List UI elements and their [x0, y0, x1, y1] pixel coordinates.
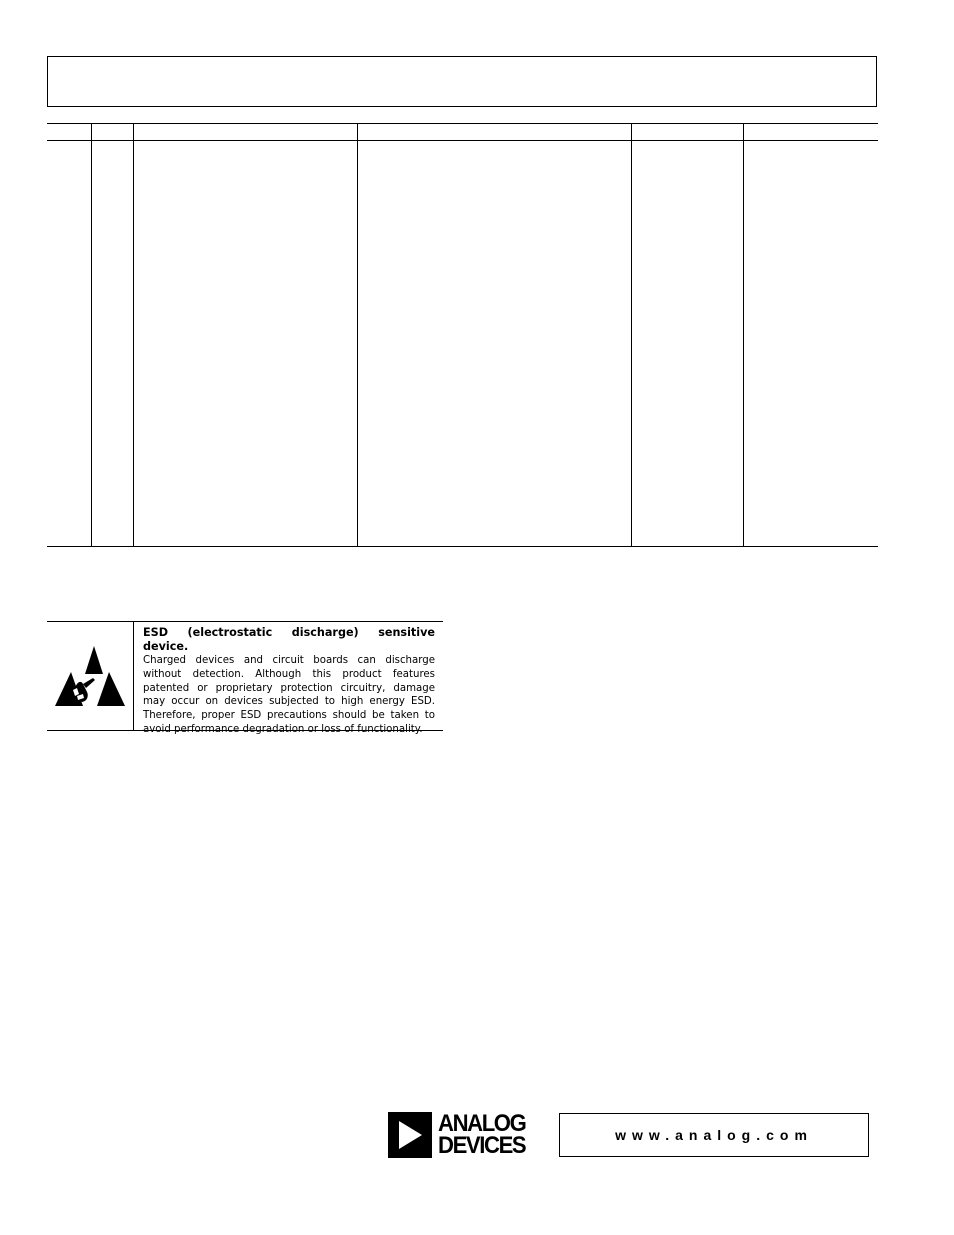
table-row — [47, 141, 878, 547]
logo-line-1: ANALOG — [438, 1110, 526, 1137]
revision-table — [47, 123, 878, 547]
esd-caution-box — [47, 621, 443, 735]
logo-line-2: DEVICES — [438, 1132, 526, 1159]
website-url-box[interactable] — [559, 1113, 869, 1157]
table-header-row — [47, 124, 878, 141]
column-header — [357, 124, 631, 141]
title-box — [47, 56, 877, 107]
esd-icon-cell — [47, 622, 134, 730]
esd-body: Charged devices and circuit boards can discharge without detection. Although this product features patented or proprietary protection circuitry, damage may occur on devices subjected to high energy ESD. Therefore, proper ESD precautions should be taken to avoid performance degradation or loss of functionality. — [143, 655, 435, 735]
esd-warning-icon — [53, 644, 127, 708]
column-header — [631, 124, 743, 141]
website-url[interactable]: www.analog.com — [615, 1127, 813, 1143]
table-cell — [133, 141, 357, 547]
table-cell — [47, 141, 91, 547]
analog-devices-logo — [388, 1112, 533, 1158]
esd-text — [134, 622, 443, 735]
table-cell — [631, 141, 743, 547]
column-header — [47, 124, 91, 141]
column-header — [91, 124, 133, 141]
column-header — [133, 124, 357, 141]
analog-devices-logo-icon — [388, 1112, 432, 1158]
table-cell — [357, 141, 631, 547]
esd-heading: ESD (electrostatic discharge) sensitive device. — [143, 626, 435, 653]
column-header — [743, 124, 878, 141]
logo-wordmark — [438, 1110, 526, 1159]
table-cell — [91, 141, 133, 547]
table-cell — [743, 141, 878, 547]
